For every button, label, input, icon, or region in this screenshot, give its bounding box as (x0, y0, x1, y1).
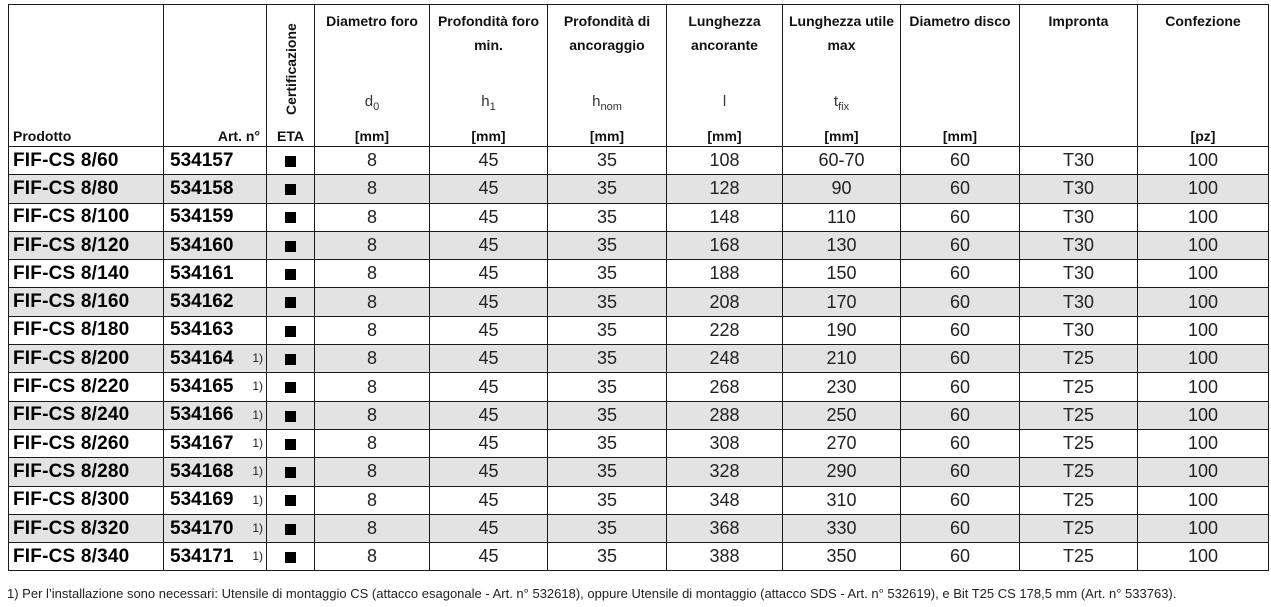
cell-pz: 100 (1138, 401, 1269, 429)
header-unit: [mm] (471, 128, 506, 144)
cell-hnom: 35 (548, 429, 667, 457)
header-name: Lunghezza utile max (789, 13, 894, 53)
cell-d0: 8 (315, 373, 430, 401)
cell-certification (267, 514, 315, 542)
cell-certification (267, 345, 315, 373)
cell-product: FIF-CS 8/140 (9, 260, 164, 288)
black-square-icon (285, 241, 296, 252)
cell-certification (267, 458, 315, 486)
cell-l: 228 (667, 316, 783, 344)
cell-disc: 60 (901, 175, 1020, 203)
black-square-icon (285, 467, 296, 478)
symbol-sub: nom (600, 101, 622, 113)
cell-pz: 100 (1138, 175, 1269, 203)
footnote: 1) Per l’installazione sono necessari: Utensile di montaggio CS (attacco esagonale - Art. n° 532618), oppure Utensile di montaggio (attacco SDS - Art. n° 532619), e Bit T25 CS 178,5 mm (Art. n° 533763). (7, 586, 1177, 601)
cell-art-number (164, 345, 267, 373)
black-square-icon (285, 354, 296, 365)
cell-impronta: T30 (1020, 175, 1138, 203)
cell-h1: 45 (430, 203, 548, 231)
cell-product: FIF-CS 8/60 (9, 147, 164, 175)
cell-d0: 8 (315, 316, 430, 344)
cell-d0: 8 (315, 543, 430, 571)
cell-pz: 100 (1138, 373, 1269, 401)
cell-d0: 8 (315, 231, 430, 259)
art-number: 534158 (170, 177, 234, 199)
cell-tfix: 230 (783, 373, 901, 401)
header-unit: Prodotto (13, 128, 72, 144)
cell-tfix: 330 (783, 514, 901, 542)
symbol-main: d (364, 93, 374, 110)
footnote-ref: 1) (252, 549, 263, 564)
cell-impronta: T30 (1020, 260, 1138, 288)
cell-certification (267, 429, 315, 457)
symbol-sub: fix (838, 101, 850, 113)
cell-d0: 8 (315, 147, 430, 175)
table-row (9, 458, 1269, 486)
cell-l: 308 (667, 429, 783, 457)
black-square-icon (285, 524, 296, 535)
cell-disc: 60 (901, 316, 1020, 344)
cell-l: 248 (667, 345, 783, 373)
cell-impronta: T30 (1020, 288, 1138, 316)
symbol-main: h (592, 93, 601, 110)
cell-pz: 100 (1138, 514, 1269, 542)
black-square-icon (285, 411, 296, 422)
header-unit: ETA (277, 128, 304, 144)
cell-impronta: T25 (1020, 458, 1138, 486)
header-unit: [mm] (942, 128, 978, 144)
cell-impronta: T25 (1020, 429, 1138, 457)
cell-impronta: T30 (1020, 203, 1138, 231)
black-square-icon (285, 184, 296, 195)
header-name: Diametro foro (326, 13, 418, 29)
cell-art-number (164, 514, 267, 542)
cell-pz: 100 (1138, 345, 1269, 373)
cell-d0: 8 (315, 429, 430, 457)
table-row (9, 175, 1269, 203)
cell-hnom: 35 (548, 401, 667, 429)
cell-h1: 45 (430, 175, 548, 203)
cell-l: 388 (667, 543, 783, 571)
cell-hnom: 35 (548, 175, 667, 203)
cell-art-number (164, 231, 267, 259)
footnote-ref: 1) (252, 379, 263, 394)
cell-h1: 45 (430, 401, 548, 429)
cell-art-number (164, 401, 267, 429)
cell-tfix: 290 (783, 458, 901, 486)
cell-impronta: T25 (1020, 543, 1138, 571)
cell-hnom: 35 (548, 345, 667, 373)
cell-disc: 60 (901, 401, 1020, 429)
symbol-main: h (481, 93, 490, 110)
footnote-ref: 1) (252, 407, 263, 422)
cell-l: 208 (667, 288, 783, 316)
cell-impronta: T30 (1020, 316, 1138, 344)
table-row (9, 514, 1269, 542)
col-header-l (667, 5, 783, 147)
cell-art-number (164, 288, 267, 316)
table-row (9, 429, 1269, 457)
cell-impronta: T25 (1020, 373, 1138, 401)
col-header-confezione (1138, 5, 1269, 147)
cell-product: FIF-CS 8/180 (9, 316, 164, 344)
cell-pz: 100 (1138, 231, 1269, 259)
cell-l: 148 (667, 203, 783, 231)
cell-art-number (164, 147, 267, 175)
cell-l: 288 (667, 401, 783, 429)
table-row (9, 231, 1269, 259)
cell-impronta: T30 (1020, 231, 1138, 259)
cell-disc: 60 (901, 486, 1020, 514)
cell-product: FIF-CS 8/240 (9, 401, 164, 429)
header-unit: [mm] (354, 128, 390, 144)
header-unit: [mm] (824, 128, 859, 144)
header-unit: Art. n° (217, 128, 260, 144)
cell-tfix: 270 (783, 429, 901, 457)
cell-pz: 100 (1138, 486, 1269, 514)
black-square-icon (285, 297, 296, 308)
cell-certification (267, 543, 315, 571)
col-header-disc (901, 5, 1020, 147)
cell-hnom: 35 (548, 373, 667, 401)
cell-impronta: T25 (1020, 401, 1138, 429)
cell-pz: 100 (1138, 543, 1269, 571)
cell-disc: 60 (901, 543, 1020, 571)
symbol-sub: 1 (489, 101, 496, 113)
cell-certification (267, 175, 315, 203)
cell-pz: 100 (1138, 458, 1269, 486)
cell-d0: 8 (315, 203, 430, 231)
header-unit: [mm] (589, 128, 625, 144)
header-name: Impronta (1048, 13, 1109, 29)
cell-certification (267, 231, 315, 259)
cell-l: 348 (667, 486, 783, 514)
cell-h1: 45 (430, 458, 548, 486)
cell-tfix: 130 (783, 231, 901, 259)
cell-certification (267, 316, 315, 344)
black-square-icon (285, 552, 296, 563)
cell-art-number (164, 486, 267, 514)
header-name: Diametro disco (909, 13, 1011, 29)
black-square-icon (285, 382, 296, 393)
cell-disc: 60 (901, 373, 1020, 401)
col-header-tfix (783, 5, 901, 147)
cell-tfix: 190 (783, 316, 901, 344)
cell-h1: 45 (430, 429, 548, 457)
cell-tfix: 350 (783, 543, 901, 571)
cell-impronta: T30 (1020, 147, 1138, 175)
cell-h1: 45 (430, 543, 548, 571)
cell-disc: 60 (901, 203, 1020, 231)
cell-disc: 60 (901, 147, 1020, 175)
cell-impronta: T25 (1020, 345, 1138, 373)
cell-l: 328 (667, 458, 783, 486)
cell-product: FIF-CS 8/300 (9, 486, 164, 514)
table-row (9, 147, 1269, 175)
table-body (9, 147, 1269, 571)
cell-hnom: 35 (548, 288, 667, 316)
cell-disc: 60 (901, 288, 1020, 316)
cell-product: FIF-CS 8/100 (9, 203, 164, 231)
table-row (9, 345, 1269, 373)
cell-h1: 45 (430, 316, 548, 344)
header-name-vertical: Certificazione (282, 23, 299, 115)
cell-art-number (164, 203, 267, 231)
header-symbol (548, 93, 666, 113)
cell-d0: 8 (315, 486, 430, 514)
cell-impronta: T25 (1020, 486, 1138, 514)
art-number: 534164 (170, 347, 234, 369)
art-number: 534169 (170, 489, 234, 511)
header-name: Confezione (1165, 13, 1241, 29)
black-square-icon (285, 439, 296, 450)
cell-hnom: 35 (548, 514, 667, 542)
art-number: 534171 (170, 545, 234, 567)
cell-art-number (164, 316, 267, 344)
art-number: 534165 (170, 376, 234, 398)
footnote-ref: 1) (252, 435, 263, 450)
header-symbol (667, 93, 782, 110)
cell-art-number (164, 458, 267, 486)
cell-certification (267, 147, 315, 175)
header-symbol (430, 93, 547, 113)
black-square-icon (285, 326, 296, 337)
art-number: 534160 (170, 234, 234, 256)
cell-disc: 60 (901, 345, 1020, 373)
table-row (9, 486, 1269, 514)
cell-tfix: 250 (783, 401, 901, 429)
cell-hnom: 35 (548, 316, 667, 344)
cell-hnom: 35 (548, 458, 667, 486)
cell-d0: 8 (315, 260, 430, 288)
cell-product: FIF-CS 8/280 (9, 458, 164, 486)
cell-tfix: 110 (783, 203, 901, 231)
header-name: Lunghezza ancorante (688, 13, 761, 53)
header-unit: [mm] (707, 128, 742, 144)
cell-certification (267, 203, 315, 231)
cell-product: FIF-CS 8/340 (9, 543, 164, 571)
cell-tfix: 60-70 (783, 147, 901, 175)
header-unit: [pz] (1190, 128, 1216, 144)
cell-hnom: 35 (548, 203, 667, 231)
table-row (9, 401, 1269, 429)
header-name: Profondità foro min. (437, 13, 540, 53)
cell-h1: 45 (430, 231, 548, 259)
cell-certification (267, 288, 315, 316)
footnote-ref: 1) (252, 520, 263, 535)
table-row (9, 203, 1269, 231)
header-symbol (315, 93, 429, 113)
col-header-product (9, 5, 164, 147)
cell-impronta: T25 (1020, 514, 1138, 542)
art-number: 534166 (170, 404, 234, 426)
cell-product: FIF-CS 8/120 (9, 231, 164, 259)
black-square-icon (285, 212, 296, 223)
cell-l: 188 (667, 260, 783, 288)
cell-hnom: 35 (548, 260, 667, 288)
cell-h1: 45 (430, 288, 548, 316)
col-header-d0 (315, 5, 430, 147)
cell-d0: 8 (315, 458, 430, 486)
cell-art-number (164, 175, 267, 203)
cell-l: 108 (667, 147, 783, 175)
cell-h1: 45 (430, 373, 548, 401)
cell-product: FIF-CS 8/320 (9, 514, 164, 542)
cell-disc: 60 (901, 514, 1020, 542)
cell-pz: 100 (1138, 203, 1269, 231)
cell-h1: 45 (430, 260, 548, 288)
cell-product: FIF-CS 8/80 (9, 175, 164, 203)
cell-product: FIF-CS 8/200 (9, 345, 164, 373)
symbol-sub: 0 (373, 101, 380, 113)
art-number: 534161 (170, 262, 234, 284)
cell-d0: 8 (315, 288, 430, 316)
col-header-cert (267, 5, 315, 147)
cell-certification (267, 260, 315, 288)
cell-hnom: 35 (548, 543, 667, 571)
cell-d0: 8 (315, 514, 430, 542)
footnote-ref: 1) (252, 464, 263, 479)
art-number: 534163 (170, 319, 234, 341)
cell-hnom: 35 (548, 231, 667, 259)
cell-product: FIF-CS 8/160 (9, 288, 164, 316)
cell-pz: 100 (1138, 288, 1269, 316)
cell-art-number (164, 429, 267, 457)
cell-certification (267, 373, 315, 401)
cell-tfix: 90 (783, 175, 901, 203)
art-number: 534168 (170, 460, 234, 482)
col-header-h1 (430, 5, 548, 147)
cell-l: 128 (667, 175, 783, 203)
footnote-ref: 1) (252, 492, 263, 507)
symbol-main: l (722, 93, 727, 110)
cell-disc: 60 (901, 429, 1020, 457)
table-row (9, 288, 1269, 316)
art-number: 534159 (170, 206, 234, 228)
black-square-icon (285, 269, 296, 280)
cell-tfix: 170 (783, 288, 901, 316)
table-row (9, 373, 1269, 401)
cell-disc: 60 (901, 458, 1020, 486)
cell-pz: 100 (1138, 429, 1269, 457)
cell-h1: 45 (430, 486, 548, 514)
black-square-icon (285, 495, 296, 506)
header-name: Profondità di ancoraggio (563, 13, 651, 53)
cell-d0: 8 (315, 401, 430, 429)
cell-product: FIF-CS 8/220 (9, 373, 164, 401)
cell-certification (267, 401, 315, 429)
art-number: 534162 (170, 291, 234, 313)
cell-art-number (164, 260, 267, 288)
cell-certification (267, 486, 315, 514)
cell-h1: 45 (430, 147, 548, 175)
cell-art-number (164, 543, 267, 571)
col-header-hnom (548, 5, 667, 147)
cell-h1: 45 (430, 345, 548, 373)
col-header-art (164, 5, 267, 147)
black-square-icon (285, 156, 296, 167)
cell-pz: 100 (1138, 260, 1269, 288)
cell-d0: 8 (315, 175, 430, 203)
cell-pz: 100 (1138, 316, 1269, 344)
cell-h1: 45 (430, 514, 548, 542)
cell-hnom: 35 (548, 147, 667, 175)
art-number: 534167 (170, 432, 234, 454)
cell-disc: 60 (901, 260, 1020, 288)
table-row (9, 543, 1269, 571)
col-header-impronta (1020, 5, 1138, 147)
cell-disc: 60 (901, 231, 1020, 259)
cell-tfix: 210 (783, 345, 901, 373)
cell-tfix: 310 (783, 486, 901, 514)
art-number: 534170 (170, 517, 234, 539)
cell-product: FIF-CS 8/260 (9, 429, 164, 457)
table-row (9, 316, 1269, 344)
cell-tfix: 150 (783, 260, 901, 288)
header-row (9, 5, 1269, 147)
cell-art-number (164, 373, 267, 401)
footnote-ref: 1) (252, 351, 263, 366)
cell-l: 368 (667, 514, 783, 542)
cell-l: 268 (667, 373, 783, 401)
art-number: 534157 (170, 149, 234, 171)
product-spec-table (8, 4, 1269, 571)
symbol-main: t (833, 93, 839, 110)
table-row (9, 260, 1269, 288)
header-symbol (783, 93, 900, 113)
cell-pz: 100 (1138, 147, 1269, 175)
cell-l: 168 (667, 231, 783, 259)
cell-d0: 8 (315, 345, 430, 373)
cell-hnom: 35 (548, 486, 667, 514)
